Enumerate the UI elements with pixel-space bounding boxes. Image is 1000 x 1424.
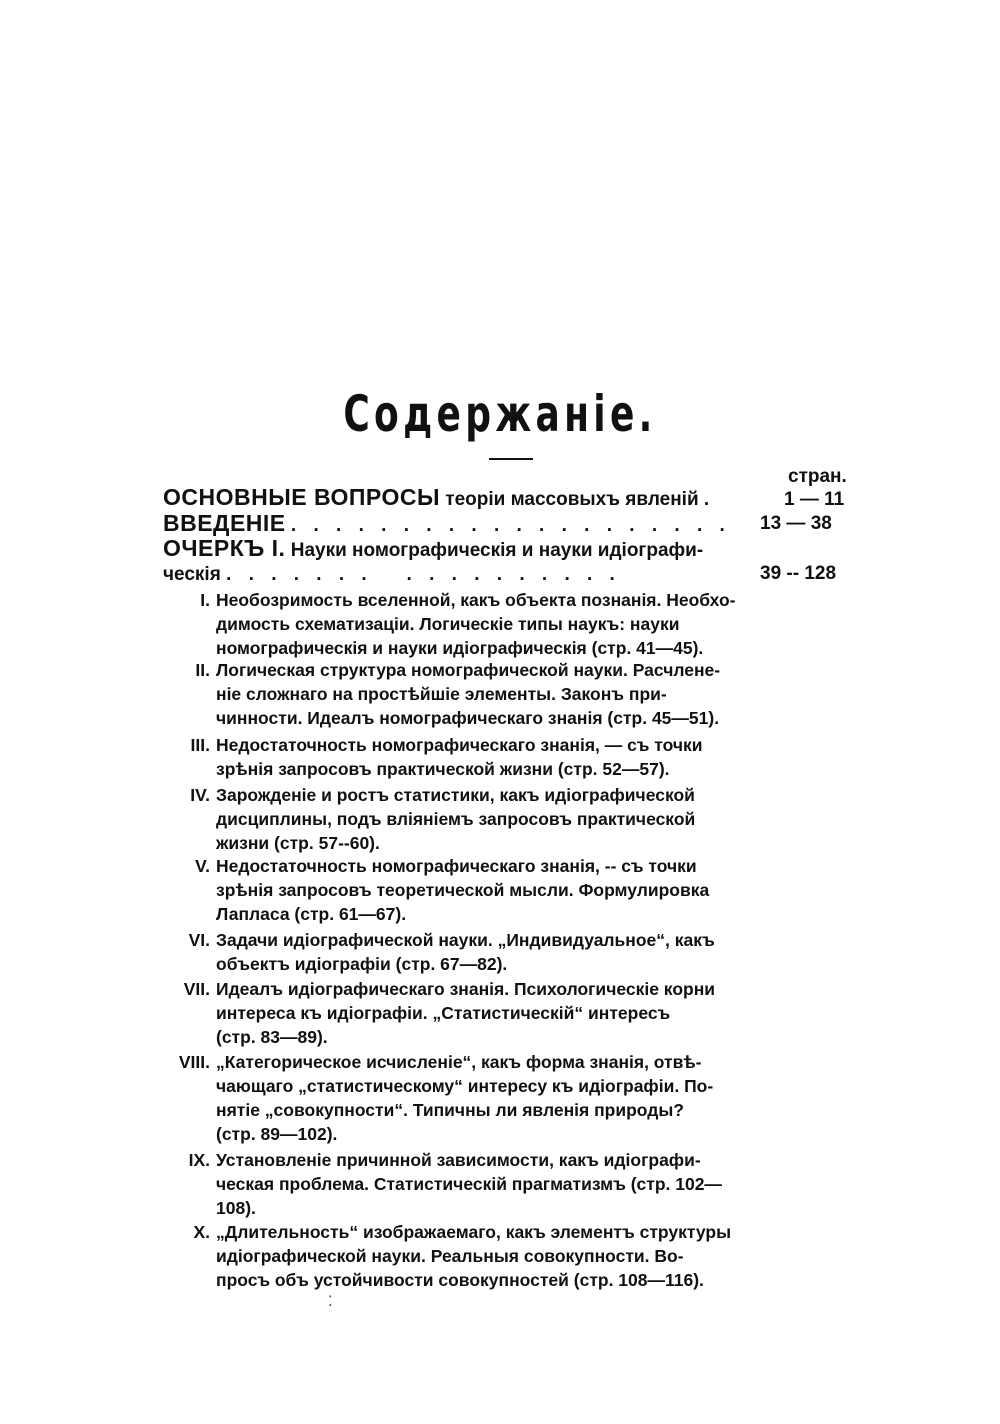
section-number: II. [195, 660, 210, 680]
section-line: димость схематизаціи. Логическіе типы наукъ: науки [216, 614, 680, 634]
entry-pages: 1 — 11 [784, 489, 845, 510]
section-number: X. [193, 1222, 210, 1242]
section-line: Задачи идіографической науки. „Индивидуальное“, какъ [216, 930, 715, 950]
section-line: дисциплины, подъ вліяніемъ запросовъ практической [216, 809, 696, 829]
section-line: Лапласа (стр. 61—67). [216, 904, 407, 924]
entry-pages: 13 — 38 [760, 513, 832, 534]
entry-dots: . [703, 489, 710, 510]
entry-dots: . . . . . . . . . . . . . . . . . [226, 564, 621, 585]
section-number: V. [195, 856, 210, 876]
toc-entry-essay-1 [163, 536, 753, 587]
section-number: VI. [188, 930, 210, 950]
section-line: нятіе „совокупности“. Типичны ли явленія природы? [216, 1100, 684, 1120]
entry-pages: 39 -- 128 [760, 563, 837, 584]
entry-text: Науки номографическія и науки идіографи- [290, 540, 704, 561]
section-line: (стр. 89—102). [216, 1124, 338, 1144]
section-line: чинности. Идеалъ номографическаго знанія (стр. 45—51). [216, 708, 720, 728]
section-number: IV. [190, 785, 210, 805]
section-line: номографическія и науки идіографическія (стр. 41—45). [216, 638, 704, 658]
section-line: идіографической науки. Реальныя совокупности. Во- [216, 1246, 684, 1266]
section-line: „Категорическое исчисленіе“, какъ форма знанія, отвѣ- [216, 1052, 702, 1072]
section-line: чающаго „статистическому“ интересу къ идіографіи. По- [216, 1076, 714, 1096]
section-line: зрѣнія запросовъ теоретической мысли. Формулировка [216, 880, 710, 900]
section-line: интереса къ идіографіи. „Статистическій“ интересъ [216, 1003, 671, 1023]
entry-lead: ОСНОВНЫЕ ВОПРОСЫ [163, 484, 440, 510]
section-number: VIII. [178, 1052, 210, 1072]
print-speck: ⁚ [328, 1293, 333, 1309]
entry-text: теоріи массовыхъ явленій [445, 489, 699, 510]
entry-dots: . . . . . . . . . . . . . . . . . . . . [290, 515, 731, 536]
section-line: Необозримость вселенной, какъ объекта познанія. Необхо- [216, 590, 736, 610]
section-line: объектъ идіографіи (стр. 67—82). [216, 954, 508, 974]
section-line: 108). [216, 1198, 256, 1218]
section-line: просъ объ устойчивости совокупностей (стр. 108—116). [216, 1270, 704, 1290]
toc-entry-basic-questions [163, 485, 753, 512]
section-line: Установленіе причинной зависимости, какъ идіографи- [216, 1150, 701, 1170]
section-line: Логическая структура номографической науки. Расчлене- [216, 660, 721, 680]
section-line: (стр. 83—89). [216, 1027, 328, 1047]
section-line: „Длительность“ изображаемаго, какъ элементъ структуры [216, 1222, 732, 1242]
entry-lead: ВВЕДЕНІЕ [163, 510, 286, 536]
section-number: III. [190, 735, 210, 755]
section-number: I. [200, 590, 210, 610]
section-line: зрѣнія запросовъ практической жизни (стр. 52—57). [216, 759, 670, 779]
section-line: ческая проблема. Статистическій прагматизмъ (стр. 102— [216, 1174, 722, 1194]
section-line: Недостаточность номографическаго знанія, — съ точки [216, 735, 703, 755]
section-line: Идеалъ идіографическаго знанія. Психологическіе корни [216, 979, 716, 999]
section-number: VII. [183, 979, 210, 999]
section-line: Зарожденіе и ростъ статистики, какъ идіографической [216, 785, 695, 805]
section-line: Недостаточность номографическаго знанія, -- съ точки [216, 856, 697, 876]
section-line: жизни (стр. 57--60). [216, 833, 380, 853]
section-line: ніе сложнаго на простѣйшіе элементы. Законъ при- [216, 684, 667, 704]
entry-text-continued: ческія [163, 564, 221, 585]
pages-column-header: стран. [788, 466, 847, 487]
page-title: Содержаніе. [343, 385, 657, 443]
toc-entry-introduction [163, 511, 753, 538]
section-number: IX. [188, 1150, 210, 1170]
entry-lead: ОЧЕРКЪ I. [163, 535, 286, 561]
title-rule [489, 458, 533, 460]
